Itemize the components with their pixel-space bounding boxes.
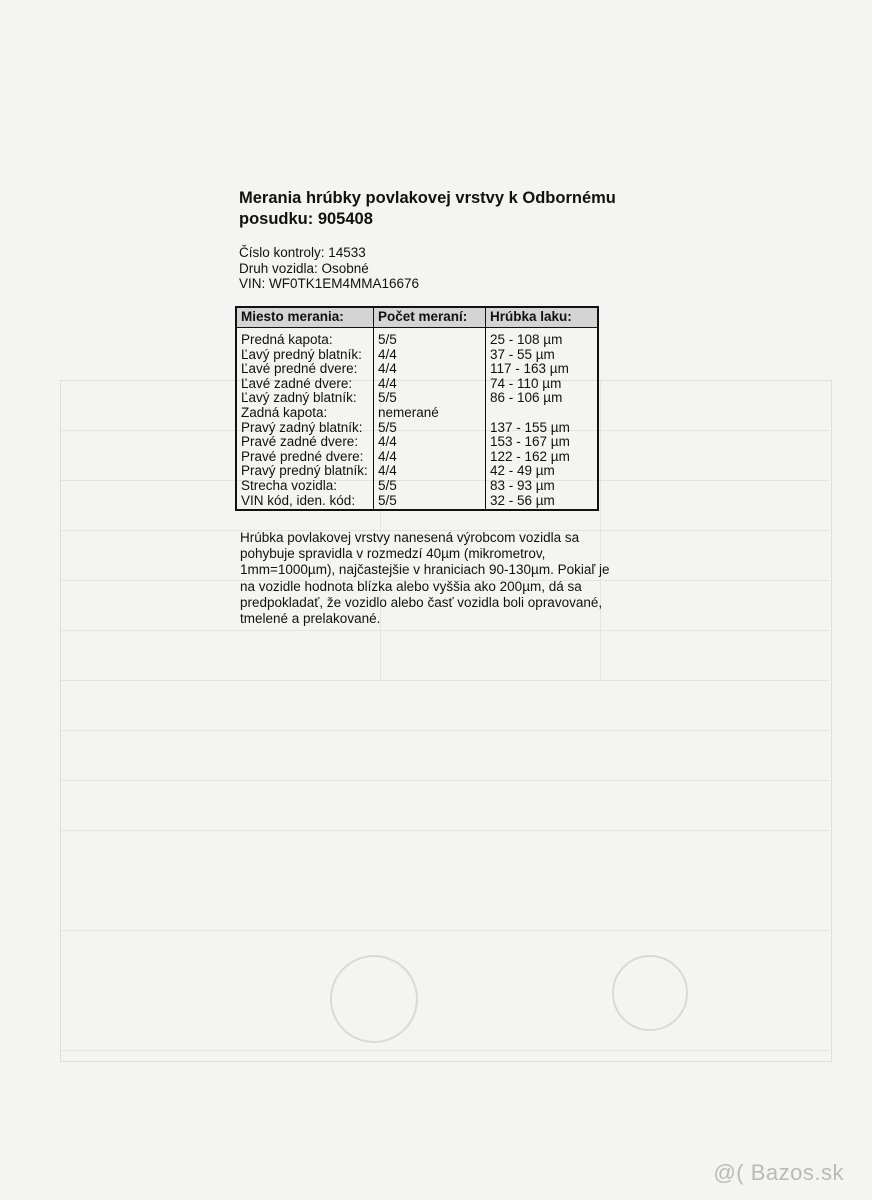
cell-thickness: 86 - 106 µm <box>486 391 599 406</box>
cell-count: 5/5 <box>374 391 486 406</box>
cell-thickness: 74 - 110 µm <box>486 377 599 392</box>
cell-count: 4/4 <box>374 348 486 363</box>
table-row <box>236 494 598 511</box>
cell-thickness: 137 - 155 µm <box>486 421 599 436</box>
cell-location: Ľavý predný blatník: <box>236 348 374 363</box>
cell-thickness: 153 - 167 µm <box>486 435 599 450</box>
cell-thickness: 32 - 56 µm <box>486 494 599 511</box>
cell-location: Pravé zadné dvere: <box>236 435 374 450</box>
table-row <box>236 348 598 363</box>
cell-location: Pravý predný blatník: <box>236 464 374 479</box>
header-thickness: Hrúbka laku: <box>486 307 599 328</box>
vehicle-info <box>239 245 419 292</box>
cell-location: Ľavé predné dvere: <box>236 362 374 377</box>
cell-location: Ľavý zadný blatník: <box>236 391 374 406</box>
cell-location: Predná kapota: <box>236 328 374 348</box>
explanatory-note: Hrúbka povlakovej vrstvy nanesená výrobcom vozidla sa pohybuje spravidla v rozmedzí 40µm (mikrometrov, 1mm=1000µm), najčastejšie v hraniciach 90-130µm. Pokiaľ je na vozidle hodnota blízka alebo vyššia ako 200µm, dá sa predpokladať, že vozidlo alebo časť vozidla boli opravované, tmelené a prelakované. <box>240 530 610 627</box>
cell-location: Strecha vozidla: <box>236 479 374 494</box>
cell-location: Zadná kapota: <box>236 406 374 421</box>
table-row <box>236 377 598 392</box>
table-row <box>236 362 598 377</box>
table-row <box>236 391 598 406</box>
header-count: Počet meraní: <box>374 307 486 328</box>
cell-location: Pravý zadný blatník: <box>236 421 374 436</box>
site-watermark: @( Bazos.sk <box>713 1160 844 1185</box>
table-row <box>236 464 598 479</box>
cell-thickness: 42 - 49 µm <box>486 464 599 479</box>
cell-thickness: 25 - 108 µm <box>486 328 599 348</box>
cell-location: Pravé predné dvere: <box>236 450 374 465</box>
table-row <box>236 406 598 421</box>
cell-thickness: 83 - 93 µm <box>486 479 599 494</box>
vin-number: VIN: WF0TK1EM4MMA16676 <box>239 276 420 291</box>
cell-count: 4/4 <box>374 450 486 465</box>
document-title: Merania hrúbky povlakovej vrstvy k Odbornému posudku: 905408 <box>239 189 616 228</box>
cell-thickness: 37 - 55 µm <box>486 348 599 363</box>
cell-thickness <box>486 406 599 421</box>
cell-location: VIN kód, iden. kód: <box>236 494 374 511</box>
cell-thickness: 122 - 162 µm <box>486 450 599 465</box>
table-row <box>236 435 598 450</box>
cell-count: 5/5 <box>374 328 486 348</box>
cell-count: 4/4 <box>374 377 486 392</box>
table-row <box>236 479 598 494</box>
table-row <box>236 328 598 348</box>
cell-location: Ľavé zadné dvere: <box>236 377 374 392</box>
cell-count: 5/5 <box>374 421 486 436</box>
paint-thickness-table <box>235 306 599 511</box>
vehicle-type: Druh vozidla: Osobné <box>239 260 369 276</box>
cell-count: 4/4 <box>374 362 486 377</box>
table-header-row <box>236 307 598 328</box>
table-row <box>236 450 598 465</box>
cell-count: 5/5 <box>374 494 486 511</box>
cell-count: 4/4 <box>374 464 486 479</box>
cell-count: 4/4 <box>374 435 486 450</box>
table-row <box>236 421 598 436</box>
cell-count: 5/5 <box>374 479 486 494</box>
cell-thickness: 117 - 163 µm <box>486 362 599 377</box>
control-number: Číslo kontroly: 14533 <box>239 245 366 260</box>
header-location: Miesto merania: <box>236 307 374 328</box>
cell-count: nemerané <box>374 406 486 421</box>
